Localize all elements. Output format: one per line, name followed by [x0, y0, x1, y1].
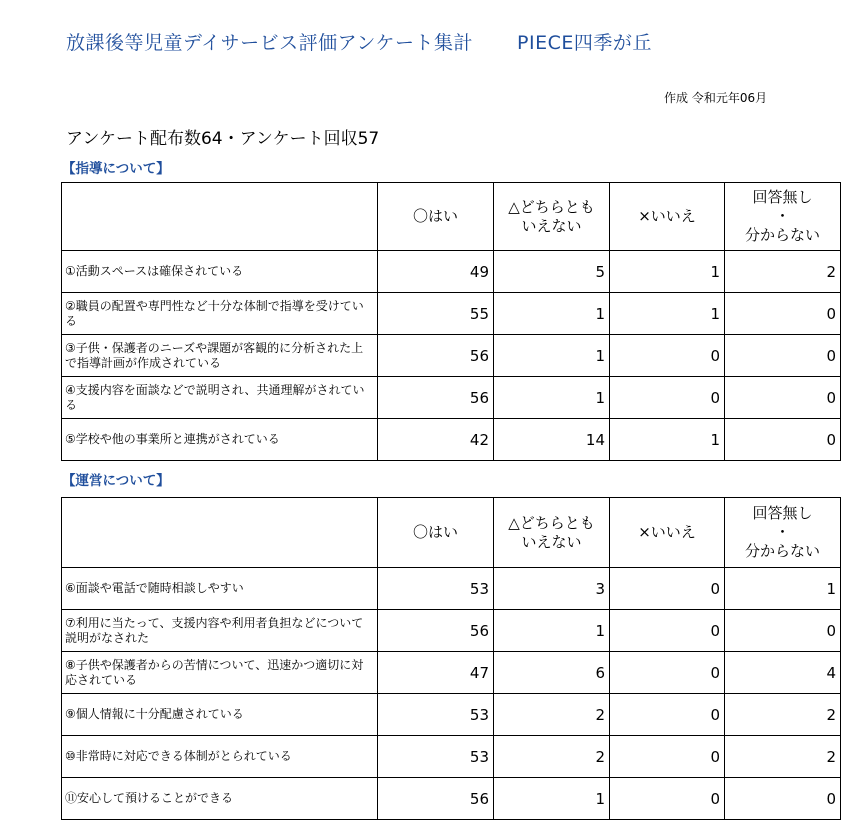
question-cell: ②職員の配置や専門性など十分な体制で指導を受けている — [62, 293, 378, 335]
table-row — [62, 694, 841, 736]
yes-count: 53 — [378, 568, 494, 610]
header-blank-cell — [62, 498, 378, 568]
survey-title: 放課後等児童デイサービス評価アンケート集計 — [66, 32, 474, 54]
question-cell: ⑨個人情報に十分配慮されている — [62, 694, 378, 736]
header-no: ×いいえ — [610, 183, 725, 251]
guidance-table — [61, 182, 841, 461]
no-count: 0 — [610, 335, 725, 377]
neither-count: 1 — [494, 778, 610, 820]
section-heading-operation: 【運営について】 — [62, 473, 170, 489]
no-count: 1 — [610, 251, 725, 293]
yes-count: 47 — [378, 652, 494, 694]
table-row — [62, 778, 841, 820]
header-neither: △どちらとも いえない — [494, 183, 610, 251]
yes-count: 56 — [378, 610, 494, 652]
no-count: 0 — [610, 694, 725, 736]
header-unknown: 回答無し ・ 分からない — [725, 498, 841, 568]
header-neither: △どちらとも いえない — [494, 498, 610, 568]
question-cell: ③子供・保護者のニーズや課題が客観的に分析された上で指導計画が作成されている — [62, 335, 378, 377]
section-heading-guidance: 【指導について】 — [62, 161, 170, 177]
yes-count: 56 — [378, 335, 494, 377]
table-row — [62, 335, 841, 377]
neither-count: 5 — [494, 251, 610, 293]
unknown-count: 1 — [725, 568, 841, 610]
yes-count: 56 — [378, 778, 494, 820]
unknown-count: 0 — [725, 293, 841, 335]
question-cell: ⑩非常時に対応できる体制がとられている — [62, 736, 378, 778]
yes-count: 49 — [378, 251, 494, 293]
header-unknown: 回答無し ・ 分からない — [725, 183, 841, 251]
table-row — [62, 736, 841, 778]
table-row — [62, 652, 841, 694]
unknown-count: 0 — [725, 419, 841, 461]
unknown-count: 2 — [725, 694, 841, 736]
header-yes: 〇はい — [378, 183, 494, 251]
question-cell: ⑪安心して預けることができる — [62, 778, 378, 820]
neither-count: 1 — [494, 610, 610, 652]
header-blank-cell — [62, 183, 378, 251]
table-row — [62, 377, 841, 419]
document-title — [66, 28, 652, 55]
neither-count: 6 — [494, 652, 610, 694]
table-header-row — [62, 183, 841, 251]
table-row — [62, 568, 841, 610]
neither-count: 2 — [494, 736, 610, 778]
neither-count: 1 — [494, 377, 610, 419]
no-count: 1 — [610, 293, 725, 335]
no-count: 1 — [610, 419, 725, 461]
unknown-count: 0 — [725, 610, 841, 652]
no-count: 0 — [610, 652, 725, 694]
yes-count: 42 — [378, 419, 494, 461]
neither-count: 1 — [494, 335, 610, 377]
no-count: 0 — [610, 610, 725, 652]
unknown-count: 0 — [725, 778, 841, 820]
operation-table — [61, 497, 841, 820]
distribution-summary: アンケート配布数64・アンケート回収57 — [66, 129, 380, 149]
header-no: ×いいえ — [610, 498, 725, 568]
no-count: 0 — [610, 736, 725, 778]
table-header-row — [62, 498, 841, 568]
header-yes: 〇はい — [378, 498, 494, 568]
unknown-count: 4 — [725, 652, 841, 694]
question-cell: ④支援内容を面談などで説明され、共通理解がされている — [62, 377, 378, 419]
yes-count: 56 — [378, 377, 494, 419]
no-count: 0 — [610, 377, 725, 419]
unknown-count: 2 — [725, 251, 841, 293]
question-cell: ⑥面談や電話で随時相談しやすい — [62, 568, 378, 610]
yes-count: 55 — [378, 293, 494, 335]
unknown-count: 0 — [725, 335, 841, 377]
question-cell: ⑧子供や保護者からの苦情について、迅速かつ適切に対応されている — [62, 652, 378, 694]
yes-count: 53 — [378, 736, 494, 778]
question-cell: ⑤学校や他の事業所と連携がされている — [62, 419, 378, 461]
question-cell: ①活動スペースは確保されている — [62, 251, 378, 293]
table-row — [62, 610, 841, 652]
question-cell: ⑦利用に当たって、支援内容や利用者負担などについて説明がなされた — [62, 610, 378, 652]
no-count: 0 — [610, 568, 725, 610]
neither-count: 2 — [494, 694, 610, 736]
organization-name: PIECE四季が丘 — [517, 32, 652, 54]
unknown-count: 2 — [725, 736, 841, 778]
neither-count: 1 — [494, 293, 610, 335]
neither-count: 3 — [494, 568, 610, 610]
yes-count: 53 — [378, 694, 494, 736]
table-row — [62, 251, 841, 293]
table-row — [62, 419, 841, 461]
created-date: 作成 令和元年06月 — [664, 91, 768, 105]
unknown-count: 0 — [725, 377, 841, 419]
no-count: 0 — [610, 778, 725, 820]
table-row — [62, 293, 841, 335]
neither-count: 14 — [494, 419, 610, 461]
